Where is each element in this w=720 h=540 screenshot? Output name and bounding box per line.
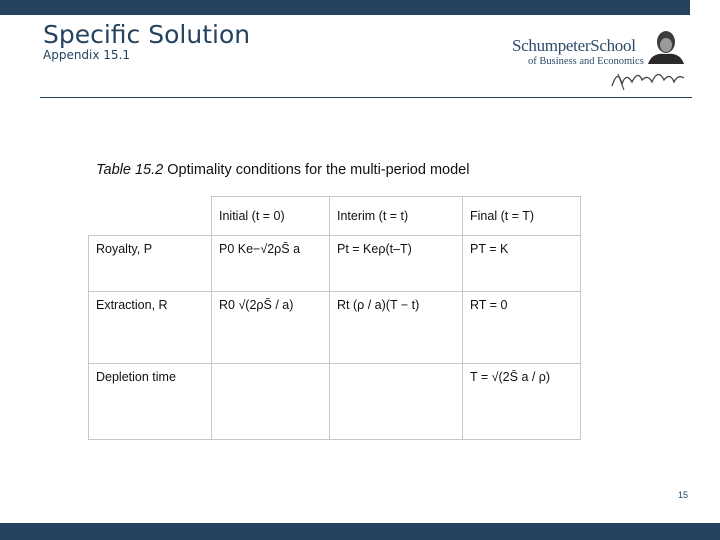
- header-divider: [40, 97, 692, 98]
- depletion-final: T = √(2S̄ a / ρ): [463, 364, 581, 440]
- header-cell-interim: Interim (t = t): [330, 197, 463, 236]
- extraction-initial: R0 √(2ρS̄ / a): [212, 292, 330, 364]
- logo-subtitle: of Business and Economics: [528, 56, 644, 67]
- row-label-extraction: Extraction, R: [89, 292, 212, 364]
- table-caption: [96, 162, 469, 178]
- logo-name: SchumpeterSchool: [512, 36, 636, 55]
- table-row: [89, 236, 581, 292]
- signature-icon: [608, 64, 688, 92]
- page-number: 15: [678, 490, 689, 500]
- row-label-depletion: Depletion time: [89, 364, 212, 440]
- table-header-row: [89, 197, 581, 236]
- header-cell-initial: Initial (t = 0): [212, 197, 330, 236]
- royalty-initial: P0 Ke−√2ρS̄ a: [212, 236, 330, 292]
- extraction-final: RT = 0: [463, 292, 581, 364]
- optimality-table: [88, 196, 581, 440]
- depletion-interim: [330, 364, 463, 440]
- royalty-interim: Pt = Keρ(t–T): [330, 236, 463, 292]
- royalty-final: PT = K: [463, 236, 581, 292]
- slide-title: Specific Solution: [43, 20, 251, 49]
- header-cell-empty: [89, 197, 212, 236]
- table-row: [89, 292, 581, 364]
- school-logo: [510, 28, 690, 96]
- table-title: Optimality conditions for the multi-period model: [167, 162, 470, 178]
- bottom-bar: [0, 523, 720, 540]
- row-label-royalty: Royalty, P: [89, 236, 212, 292]
- header-cell-final: Final (t = T): [463, 197, 581, 236]
- depletion-initial: [212, 364, 330, 440]
- extraction-interim: Rt (ρ / a)(T − t): [330, 292, 463, 364]
- top-bar: [0, 0, 720, 15]
- slide-subtitle: Appendix 15.1: [43, 48, 131, 62]
- table-row: [89, 364, 581, 440]
- table-number: Table 15.2: [96, 162, 164, 178]
- portrait-icon: [644, 28, 684, 64]
